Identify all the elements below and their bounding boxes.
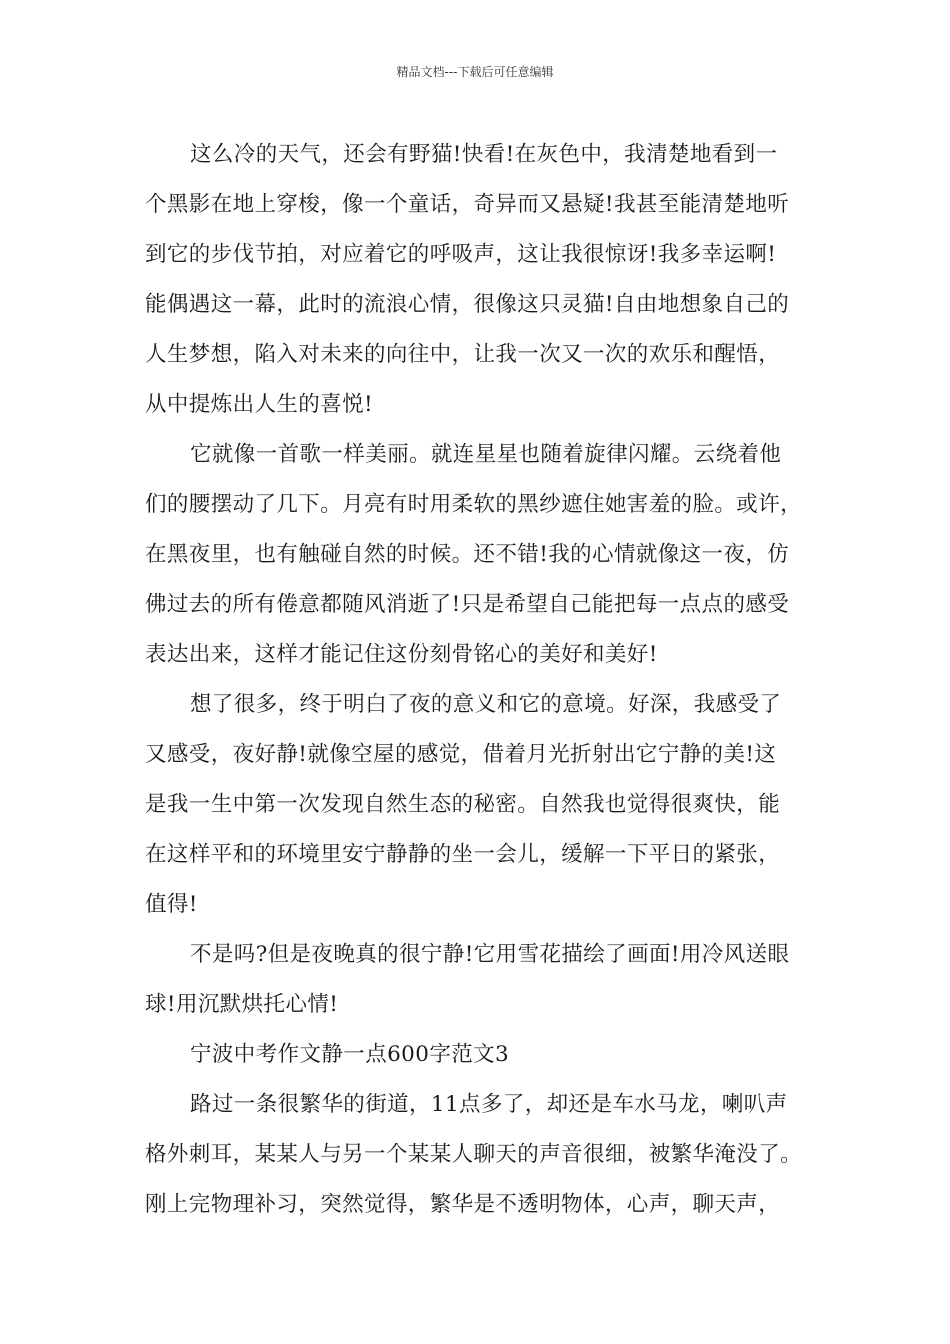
paragraph-line: 球!用沉默烘托心情! xyxy=(145,992,339,1017)
body-text xyxy=(145,130,825,1230)
paragraph-line: 刚上完物理补习，突然觉得，繁华是不透明物体，心声，聊天声， xyxy=(145,1192,781,1217)
paragraph-line: 在这样平和的环境里安宁静静的坐一会儿，缓解一下平日的紧张， xyxy=(145,842,781,867)
paragraph-line: 不是吗?但是夜晚真的很宁静!它用雪花描绘了画面!用冷风送眼 xyxy=(190,942,790,967)
paragraph-line: 到它的步伐节拍，对应着它的呼吸声，这让我很惊讶!我多幸运啊! xyxy=(145,242,777,267)
paragraph-line: 它就像一首歌一样美丽。就连星星也随着旋律闪耀。云绕着他 xyxy=(190,442,782,467)
paragraph-line: 们的腰摆动了几下。月亮有时用柔软的黑纱遮住她害羞的脸。或许， xyxy=(145,492,803,517)
paragraph-line: 路过一条很繁华的街道，11点多了，却还是车水马龙，喇叭声 xyxy=(190,1092,788,1117)
paragraph-line: 佛过去的所有倦意都随风消逝了!只是希望自己能把每一点点的感受 xyxy=(145,592,790,617)
paragraph-line: 想了很多，终于明白了夜的意义和它的意境。好深，我感受了 xyxy=(190,692,782,717)
page-header: 精品文档---下载后可任意编辑 xyxy=(396,65,554,79)
paragraph-line: 表达出来，这样才能记住这份刻骨铭心的美好和美好! xyxy=(145,642,658,667)
paragraph-line: 能偶遇这一幕，此时的流浪心情，很像这只灵猫!自由地想象自己的 xyxy=(145,292,790,317)
paragraph-line: 个黑影在地上穿梭，像一个童话，奇异而又悬疑!我甚至能清楚地听 xyxy=(145,192,790,217)
paragraph-line: 值得! xyxy=(145,892,198,917)
paragraph-line: 在黑夜里，也有触碰自然的时候。还不错!我的心情就像这一夜，仿 xyxy=(145,542,790,567)
paragraph-line: 人生梦想，陷入对未来的向往中，让我一次又一次的欢乐和醒悟， xyxy=(145,342,781,367)
paragraph-line: 从中提炼出人生的喜悦! xyxy=(145,392,374,417)
section-title: 宁波中考作文静一点600字范文3 xyxy=(190,1042,510,1067)
paragraph-line: 格外刺耳，某某人与另一个某某人聊天的声音很细，被繁华淹没了。 xyxy=(145,1142,803,1167)
paragraph-line: 又感受，夜好静!就像空屋的感觉，借着月光折射出它宁静的美!这 xyxy=(145,742,777,767)
paragraph-line: 这么冷的天气，还会有野猫!快看!在灰色中，我清楚地看到一 xyxy=(190,142,778,167)
paragraph-line: 是我一生中第一次发现自然生态的秘密。自然我也觉得很爽快，能 xyxy=(145,792,781,817)
